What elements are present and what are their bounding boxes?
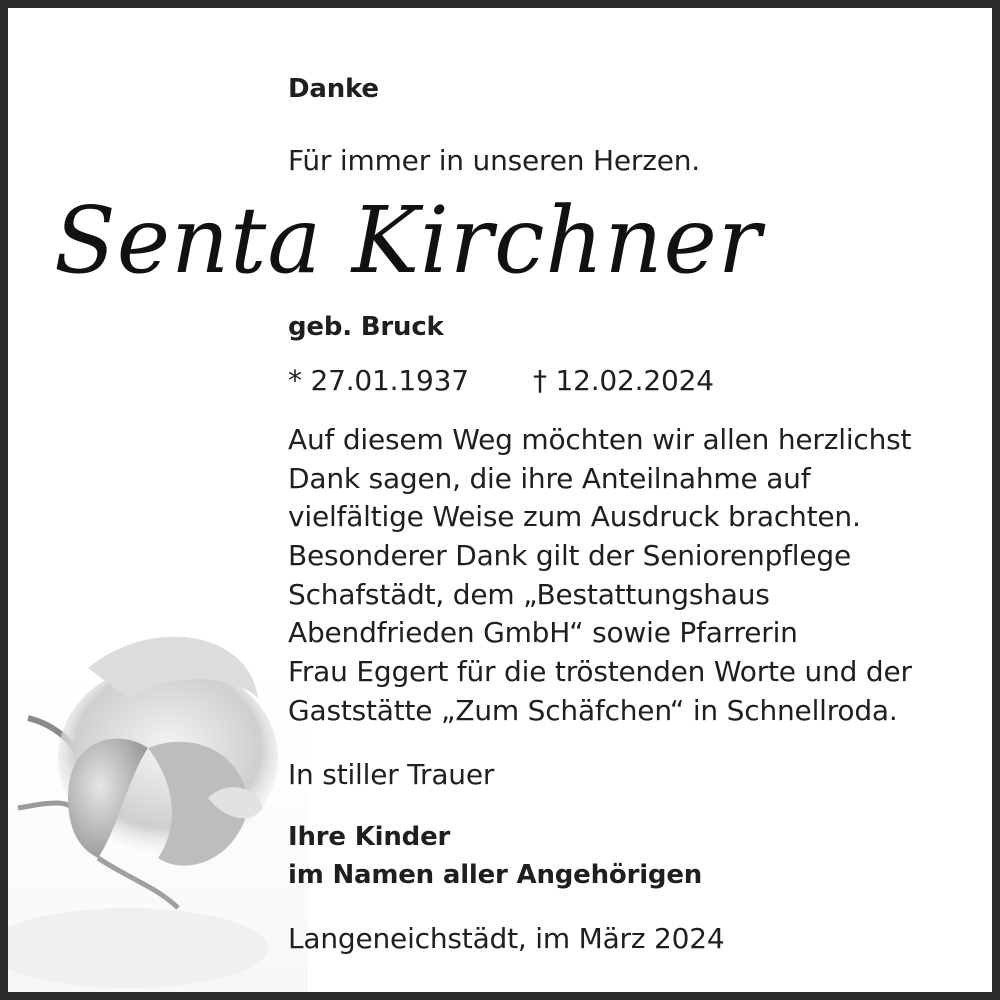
signer-relatives: im Namen aller Angehörigen: [288, 860, 703, 890]
maiden-name: geb. Bruck: [288, 312, 444, 342]
life-dates: [288, 362, 714, 400]
motto: Für immer in unseren Herzen.: [288, 144, 700, 177]
white-rose-photo: [8, 608, 308, 1000]
signer-children: Ihre Kinder: [288, 822, 451, 852]
place-date: Langeneichstädt, im März 2024: [288, 922, 725, 955]
mourning-line: In stiller Trauer: [288, 758, 495, 791]
heading: Danke: [288, 74, 379, 104]
message-line: Schafstädt, dem „Bestattungshaus: [288, 577, 770, 611]
message-line: Gaststätte „Zum Schäfchen“ in Schnellroda.: [288, 693, 898, 727]
message-line: vielfältige Weise zum Ausdruck brachten.: [288, 500, 861, 534]
death-date: † 12.02.2024: [533, 364, 714, 397]
birth-date: * 27.01.1937: [288, 364, 469, 397]
message-line: Besonderer Dank gilt der Seniorenpflege: [288, 539, 852, 573]
message-line: Dank sagen, die ihre Anteilnahme auf: [288, 461, 811, 495]
message-line: Frau Eggert für die tröstenden Worte und der: [288, 655, 912, 689]
message-line: Auf diesem Weg möchten wir allen herzlichst: [288, 423, 912, 456]
thank-you-message: [288, 421, 912, 731]
deceased-name: Senta Kirchner: [54, 187, 762, 294]
message-line: Abendfrieden GmbH“ sowie Pfarrerin: [288, 616, 798, 650]
